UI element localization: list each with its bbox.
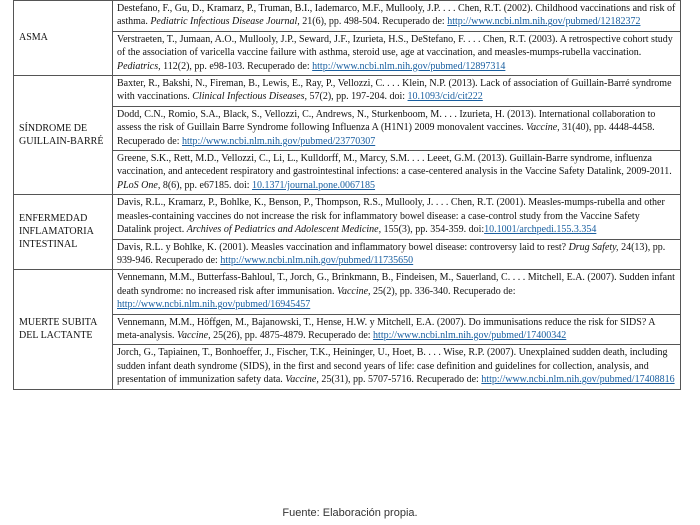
table-row [14, 345, 681, 389]
reference-text: Dodd, C.N., Romio, S.A., Black, S., Vellozzi, C., Andrews, N., Sturkenboom, M. . . . Izurieta, H. (2013). International collaboration to assess the risk of Guillain Barre Syndrome following Influenza A (H1N1) 2009 monovalent vaccines. [117, 108, 656, 134]
category-cell: ASMA [14, 1, 113, 76]
reference-link[interactable]: 10.1371/journal.pone.0067185 [252, 179, 376, 191]
journal-name: Clinical Infectious Diseases, [192, 91, 307, 103]
reference-details: 21(6), pp. 498-504. Recuperado de: [299, 16, 448, 28]
reference-link[interactable]: 10.1093/cid/cit222 [407, 91, 483, 103]
reference-text: Destefano, F., Gu, D., Kramarz, P., Truman, B.I., Iademarco, M.F., Mullooly, J.P. . . . Chen, R.T. (2002). Childhood vaccinations and risk of asthma. [117, 3, 676, 28]
reference-cell [113, 345, 681, 389]
reference-cell [113, 106, 681, 150]
reference-cell [113, 31, 681, 75]
reference-link[interactable]: http://www.ncbi.nlm.nih.gov/pubmed/17408816 [481, 374, 675, 386]
reference-text: Jorch, G., Tapiainen, T., Bonhoeffer, J., Fischer, T.K., Heininger, U., Hoet, B. . . . Wise, R.P. (2007). Unexplained sudden death, including sudden infant death syndrome (SIDS), in the first and second years of life: case definition and guidelines for collection, analysis, and presentation of immunization safety data. [117, 347, 668, 386]
reference-details: 25(2), pp. 336-340. Recuperado de: [370, 285, 516, 297]
table-row [14, 314, 681, 345]
reference-details: 31(40), pp. 4448-4458. Recuperado de: [117, 122, 655, 147]
reference-text: Vennemann, M.M., Butterfass-Bahloul, T., Jorch, G., Brinkmann, B., Findeisen, M., Sauerland, C. . . . Mitchell, E.A. (2007). Sudden infant death syndrome: no increased risk after immunisation. [117, 272, 675, 297]
table-row [14, 1, 681, 32]
reference-link[interactable]: 10.1001/archpedi.155.3.354 [484, 224, 597, 236]
category-cell: ENFERMEDAD INFLAMATORIA INTESTINAL [14, 195, 113, 270]
journal-name: Vaccine, [526, 122, 560, 134]
reference-text: Vennemann, M.M., Höffgen, M., Bajanowski, T., Hense, H.W. y Mitchell, E.A. (2007). Do immunisations reduce the risk for SIDS? A meta-analysis. [117, 316, 655, 341]
reference-cell [113, 76, 681, 107]
reference-cell [113, 239, 681, 270]
reference-link[interactable]: http://www.ncbi.nlm.nih.gov/pubmed/11735650 [220, 254, 414, 266]
reference-link[interactable]: http://www.ncbi.nlm.nih.gov/pubmed/12897314 [312, 60, 506, 72]
reference-link[interactable]: http://www.ncbi.nlm.nih.gov/pubmed/16945457 [117, 299, 311, 311]
reference-details: 8(6), pp. e67185. doi: [160, 179, 252, 191]
journal-name: Pediatrics, [117, 60, 161, 72]
reference-link[interactable]: http://www.ncbi.nlm.nih.gov/pubmed/17400342 [373, 329, 567, 341]
journal-name: Vaccine, [285, 374, 319, 386]
reference-text: Verstraeten, T., Jumaan, A.O., Mullooly, J.P., Seward, J.F., Izurieta, H.S., DeStefano, F. . . . Chen, R.T. (2003). A retrospective cohort study of the association of varicella vaccine failure with asthma, steroid use, age at vaccination, and measles-mumps-rubella vaccination. [117, 33, 673, 59]
reference-link[interactable]: http://www.ncbi.nlm.nih.gov/pubmed/12182372 [447, 16, 641, 28]
reference-details: 25(26), pp. 4875-4879. Recuperado de: [210, 329, 374, 341]
table-row [14, 106, 681, 150]
reference-details: 24(13), pp. 939-946. Recuperado de: [117, 241, 666, 266]
references-table [13, 0, 681, 390]
reference-cell [113, 151, 681, 195]
source-caption: Fuente: Elaboración propia. [282, 507, 418, 519]
reference-text: Davis, R.L., Kramarz, P., Bohlke, K., Benson, P., Thompson, R.S., Mullooly, J. . . . Chen, R.T. (2001). Measles-mumps-rubella and other measles-containing vaccines do not increase the risk for inflammatory bowel disease: a case-control study from the Vaccine Safety Datalink project. [117, 197, 665, 236]
reference-cell [113, 314, 681, 345]
reference-cell [113, 1, 681, 32]
journal-name: PLoS One, [117, 179, 161, 191]
journal-name: Pediatric Infectious Disease Journal, [150, 16, 300, 28]
table-row [14, 270, 681, 314]
journal-name: Archives of Pediatrics and Adolescent Medicine, [186, 224, 382, 236]
journal-name: Drug Safety, [568, 241, 619, 253]
journal-name: Vaccine, [176, 329, 211, 341]
reference-details: 57(2), pp. 197-204. doi: [306, 91, 408, 103]
reference-details: 25(31), pp. 5707-5716. Recuperado de: [318, 374, 482, 386]
reference-text: Greene, S.K., Rett, M.D., Vellozzi, C., Li, L., Kulldorff, M., Marcy, S.M. . . . Leeet, G.M. (2013). Guillain-Barre syndrome, influenza vaccination, and antecedent respiratory and gastrointestinal infections: a case-centered analysis in the Vaccine Safety Datalink, 2009-2011. [117, 153, 672, 178]
table-row [14, 195, 681, 239]
table-row [14, 151, 681, 195]
reference-text: Davis, R.L. y Bohlke, K. (2001). Measles vaccination and inflammatory bowel disease: controversy laid to rest? [117, 241, 569, 253]
reference-cell [113, 195, 681, 239]
reference-cell [113, 270, 681, 314]
reference-details: 155(3), pp. 354-359. doi: [381, 224, 485, 236]
reference-text: Baxter, R., Bakshi, N., Fireman, B., Lewis, E., Ray, P., Vellozzi, C. . . . Klein, N.P. (2013). Lack of association of Guillain-Barré syndrome with vaccinations. [117, 78, 672, 103]
table-row [14, 31, 681, 75]
category-cell: MUERTE SUBITA DEL LACTANTE [14, 270, 113, 389]
category-cell: SÍNDROME DE GUILLAIN-BARRÉ [14, 76, 113, 195]
table-row [14, 76, 681, 107]
reference-details: 112(2), pp. e98-103. Recuperado de: [160, 60, 313, 72]
reference-link[interactable]: http://www.ncbi.nlm.nih.gov/pubmed/23770307 [181, 135, 376, 147]
journal-name: Vaccine, [336, 285, 371, 297]
table-row [14, 239, 681, 270]
